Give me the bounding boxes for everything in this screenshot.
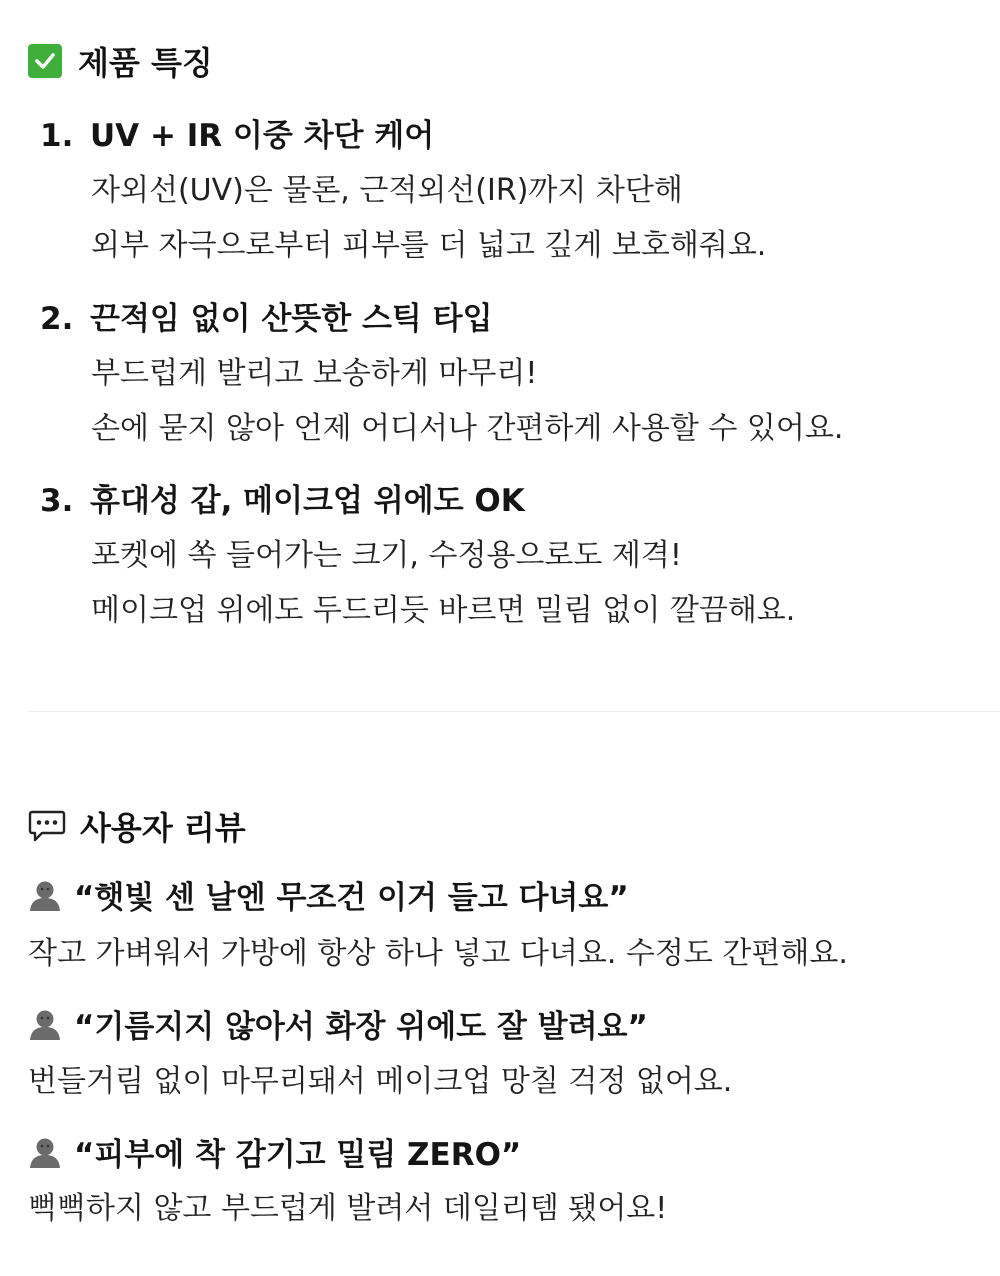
features-header-label: 제품 특징 xyxy=(78,44,213,82)
review-item-3-quote-text: “피부에 착 감기고 밀림 ZERO” xyxy=(74,1137,522,1173)
review-item-1-body: 작고 가벼워서 가방에 항상 하나 넣고 다녀요. 수정도 간편해요. xyxy=(28,936,848,971)
feature-item-2-number: 2. xyxy=(40,301,74,337)
review-item-2-body: 번들거림 없이 마무리돼서 메이크업 망칠 걱정 없어요. xyxy=(28,1064,733,1099)
feature-item-1-number: 1. xyxy=(40,118,74,154)
section-divider xyxy=(28,711,1000,712)
feature-item-2-title xyxy=(40,293,493,338)
check-mark-icon xyxy=(28,44,62,78)
feature-item-3-number: 3. xyxy=(40,483,74,519)
feature-item-1-title xyxy=(40,110,434,155)
bust-silhouette-icon xyxy=(28,1007,62,1041)
feature-item-3-line-1: 포켓에 쏙 들어가는 크기, 수정용으로도 제격! xyxy=(91,538,682,573)
speech-balloon-icon xyxy=(28,809,66,843)
bust-silhouette-icon xyxy=(28,1135,62,1169)
feature-item-1-title-text: UV + IR 이중 차단 케어 xyxy=(90,118,435,154)
feature-item-1-line-1: 자외선(UV)은 물론, 근적외선(IR)까지 차단해 xyxy=(91,173,683,208)
feature-item-3-line-2: 메이크업 위에도 두드리듯 바르면 밀림 없이 깔끔해요. xyxy=(91,593,796,628)
feature-item-3-title xyxy=(40,475,525,520)
reviews-header xyxy=(28,803,246,849)
review-item-2-quote-text: “기름지지 않아서 화장 위에도 잘 발려요” xyxy=(74,1009,648,1045)
feature-item-2-title-text: 끈적임 없이 산뜻한 스틱 타입 xyxy=(90,301,493,337)
feature-item-2-line-1: 부드럽게 발리고 보송하게 마무리! xyxy=(91,356,538,391)
review-item-3-quote xyxy=(28,1129,521,1174)
review-item-1-quote xyxy=(28,872,629,917)
feature-item-2-line-2: 손에 묻지 않아 언제 어디서나 간편하게 사용할 수 있어요. xyxy=(91,411,844,446)
bust-silhouette-icon xyxy=(28,878,62,912)
feature-item-3-title-text: 휴대성 갑, 메이크업 위에도 OK xyxy=(90,483,525,519)
review-item-2-quote xyxy=(28,1001,648,1046)
feature-item-1-line-2: 외부 자극으로부터 피부를 더 넓고 깊게 보호해줘요. xyxy=(91,228,767,263)
reviews-header-label: 사용자 리뷰 xyxy=(80,809,246,847)
review-item-1-quote-text: “햇빛 센 날엔 무조건 이거 들고 다녀요” xyxy=(74,880,629,916)
review-item-3-body: 뻑뻑하지 않고 부드럽게 발려서 데일리템 됐어요! xyxy=(28,1191,668,1226)
features-header xyxy=(28,38,213,84)
